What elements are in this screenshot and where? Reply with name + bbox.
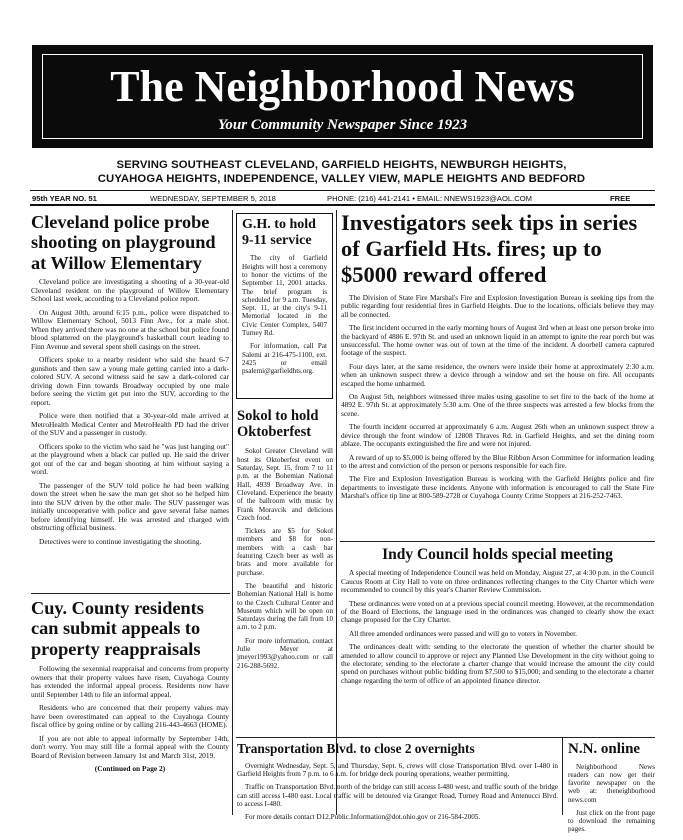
article-sokol-oktoberfest (237, 408, 333, 675)
paragraph: Officers spoke to a nearby resident who said she heard 6-7 gunshots and then saw a young male getting carried into a dark-colored SUV. A second witness said he saw a dark-colored car driving down Finn towards Broadway occupied by one male before seeing the victim get put into the SUV, according to the report. (31, 355, 229, 407)
column-rule (336, 210, 337, 815)
paragraph: On August 5th, neighbors witnessed three males using gasoline to set fire to the back of the home at 4892 E. 97th St. at approximately 5:30 a.m. One of the three suspects was arrested a few blocks from the scene. (341, 392, 654, 418)
paragraph: Four days later, at the same residence, the owners were inside their home at approximately 2:30 a.m. when an unknown suspect threw a device through a window and set the house on fire. All occupants escaped the home unharmed. (341, 361, 654, 388)
paragraph: Following the sexennial reappraisal and concerns from property owners that their property values have risen, Cuyahoga County has extended the informal appeal process. Residents now have until September 14th to file an informal appeal. (31, 664, 229, 699)
headline: Cuy. County residents can submit appeals to property reappraisals (31, 598, 204, 659)
issue-info-bar (30, 190, 655, 206)
paragraph: Overnight Wednesday, Sept. 5, and Thursday, Sept. 6, crews will close Transportation Blvd. over I-480 in Garfield Heights from 7 p.m. to 6 a.m. for bridge deck pouring operations, weather permitting. (237, 761, 558, 779)
paragraph: The fourth incident occurred at approximately 6 a.m. August 26th when an unknown suspect threw a device through the front window of 12808 Thraves Rd. in Garfield Heights, and set the dining room ablaze. The occupants extinguished the fire and were not injured. (341, 422, 654, 449)
newspaper-title: The Neighborhood News (110, 62, 575, 111)
column-rule (232, 210, 233, 815)
masthead (32, 45, 653, 148)
paragraph: Detectives were to continue investigating the shooting. (39, 536, 202, 546)
divider (340, 541, 655, 542)
divider (236, 737, 655, 738)
paragraph: All three amended ordinances were passed and will go to voters in November. (349, 628, 577, 638)
article-body (568, 763, 655, 834)
paragraph: Tickets are $5 for Sokol members and $8 for non-members with a cash bar featuring Czech beer as well as brats and more available for purchase. (237, 527, 333, 577)
article-body (341, 294, 654, 501)
article-garfield-fires (341, 210, 654, 506)
paragraph: Cleveland police are investigating a shooting of a 30-year-old Cleveland resident on the playground of Willow Elementary School last week, according to a Cleveland police report. (31, 277, 229, 304)
article-body (237, 762, 558, 821)
continued-notice: (Continued on Page 2) (94, 764, 166, 774)
paragraph: A special meeting of Independence Council was held on Monday, August 27, at 4:30 p.m. in the Council Caucus Room at City Hall to vote on three ordinances reflecting changes to the City Charter which were recommended to council by this year's Charter Review Commission. (341, 568, 654, 595)
paragraph: Neighborhood News readers can now get their favorite newspaper on the web at: theneighborhood news.com (568, 762, 655, 804)
paragraph: The Fire and Explosion Investigation Bureau is working with the Garfield Heights police and fire departments to investigate these incidents. Anyone with information is encouraged to call the State Fire Marshal's office tip line at 800-589-2728 or Cuyahoga County Crime Stoppers at 216-252-7463. (341, 474, 654, 501)
paragraph: Traffic on Transportation Blvd. north of the bridge can still access I-480 west, and traffic south of the bridge can still access I-480 east. Local traffic will be detoured via Granger Road, Turney Road and Antenucci Blvd. to access I-480. (237, 783, 558, 808)
contact-info: PHONE: (216) 441-2141 • EMAIL: NNEWS1923@AOL.COM (327, 194, 532, 203)
paragraph: The Division of State Fire Marshal's Fire and Explosion Investigation Bureau is seeking tips from the public regarding four residential fires in Garfield Heights. Due to the locations, officials believe they may all be connected. (341, 293, 654, 319)
headline: Sokol to hold Oktoberfest (237, 408, 319, 441)
article-body (31, 665, 229, 774)
divider (31, 593, 230, 594)
paragraph: On August 30th, around 6:15 p.m., police were dispatched to Willow Elementary School, 5013 Finn Ave., for a male shot. When they arrived there was no one at the school but police found blood splattered on the playground's basketball court leading to Finn Avenue and several spent shell casings on the street. (31, 307, 229, 351)
paragraph: The first incident occurred in the early morning hours of August 3rd when at least one person broke into the backyard of 4886 E. 97th St. and used an unknown liquid in an attempt to ignite the rear porch but was unsuccessful. The home owner was out of town at the time of the incident. A doorbell camera captured footage of the suspect. (341, 323, 654, 358)
paragraph: Officers spoke to the victim who said he "was just hanging out" at the playground when a black car pulled up. He said the driver got out of the car and began shooting at him without saying a word. (31, 441, 229, 477)
paragraph: Police were then notified that a 30-year-old male arrived at MetroHealth Medical Center and MetroHealth PD had the driver of the SUV and a passenger in custody. (31, 411, 229, 438)
article-body (31, 278, 229, 546)
headline: Transportation Blvd. to close 2 overnights (237, 741, 475, 756)
newspaper-tagline: Your Community Newspaper Since 1923 (217, 117, 468, 133)
paragraph: Sokol Greater Cleveland will host its Oktoberfest event on Saturday, Sept. 15, from 7 to 11 p.m. at the Bohemian National Hall, 4939 Broadway Ave. in Cleveland. Experience the beauty of the ballroom with music by Frank Moravcik and delicious Czech food. (237, 447, 333, 522)
price: FREE (610, 194, 631, 203)
article-gh-911-service (236, 213, 333, 399)
headline: N.N. online (568, 741, 641, 757)
issue-number: 95th YEAR NO. 51 (32, 194, 97, 203)
paragraph: These ordinances were voted on at a previous special council meeting. However, at the recommendation of the Board of Elections, the language used in the ordinances was changed to clearly show the exact change proposed for the City Charter. (341, 598, 654, 625)
column-rule (562, 738, 563, 815)
article-body (242, 254, 327, 375)
article-transportation-blvd (237, 742, 558, 826)
paragraph: For more information, contact Julie Meyer at jmeyer1993@yahoo.com or call 216-288-5692. (237, 636, 333, 670)
paragraph: The passenger of the SUV told police he had been walking down the street when he saw the man get shot so he helped him into the SUV driven by the other male. The SUV passenger was initially uncooperative with police and gave several false names before identifying himself. He was arrested and charged with obstructing official business. (31, 480, 229, 533)
issue-date: WEDNESDAY, SEPTEMBER 5, 2018 (150, 194, 276, 203)
paragraph: The ordinances dealt with: sending to the electorate the question of whether the charter should be amended to allow council to approve or reject any Planned Use Development in the city without going to the electorate; sending to the electorate a charter change that would increase the amount the city could spend on purchases without public bidding from $7,500 to $15,000; and sending to the electorate a charter change regarding the term of office of an appointed finance director. (341, 642, 654, 685)
headline: Investigators seek tips in series of Garfield Hts. fires; up to $5000 reward offered (341, 210, 638, 287)
paragraph: For more details contact D12.Public.Information@dot.ohio.gov or 216-584-2005. (245, 812, 481, 821)
headline: Cleveland police probe shooting on playground at Willow Elementary (31, 212, 216, 273)
paragraph: A reward of up to $5,000 is being offered by the Blue Ribbon Arson Committee for information leading to the arrest and conviction of the person or persons responsible for each fire. (341, 452, 654, 470)
headline: G.H. to hold 9-11 service (242, 217, 316, 248)
masthead-frame (42, 54, 643, 139)
article-cuyahoga-reappraisals (31, 598, 229, 774)
article-body (237, 447, 333, 669)
article-indy-council (341, 546, 654, 690)
coverage-area-line-2: CUYAHOGA HEIGHTS, INDEPENDENCE, VALLEY VIEW, MAPLE HEIGHTS AND BEDFORD (97, 173, 586, 185)
paragraph: Just click on the front page to download the remaining pages. (568, 808, 655, 834)
headline: Indy Council holds special meeting (382, 546, 613, 563)
paragraph: The city of Garfield Heights will host a ceremony to honor the victims of the September 11, 2001 attacks. The brief program is scheduled for 9 a.m. Tuesday, Sept. 11, at the city's 9-11 Memorial located in the Civic Center Complex, 5407 Turney Rd. (242, 254, 327, 338)
article-cleveland-police (31, 212, 229, 551)
paragraph: For information, call Pat Salemi at 216-475-1100, ext. 2425 or email psalemi@garfieldhts.org. (242, 342, 327, 376)
article-body (341, 569, 654, 685)
article-nn-online (568, 741, 655, 838)
coverage-area-line-1: SERVING SOUTHEAST CLEVELAND, GARFIELD HEIGHTS, NEWBURGH HEIGHTS, (116, 159, 567, 171)
paragraph: Residents who are concerned that their property values may have been overestimated can appeal to the Cuyahoga County fiscal office by going online or by calling 216-443-4663 (HOME). (31, 703, 229, 730)
paragraph: The beautiful and historic Bohemian National Hall is home to the Czech Cultural Center and Museum which will be open on Saturdays during the fall from 10 a.m. to 2 p.m. (237, 581, 333, 632)
paragraph: If you are not able to appeal informally by September 14th, don't worry. You may still file a formal appeal with the County Board of Revision between January 1st and March 31st, 2019. (31, 733, 229, 760)
